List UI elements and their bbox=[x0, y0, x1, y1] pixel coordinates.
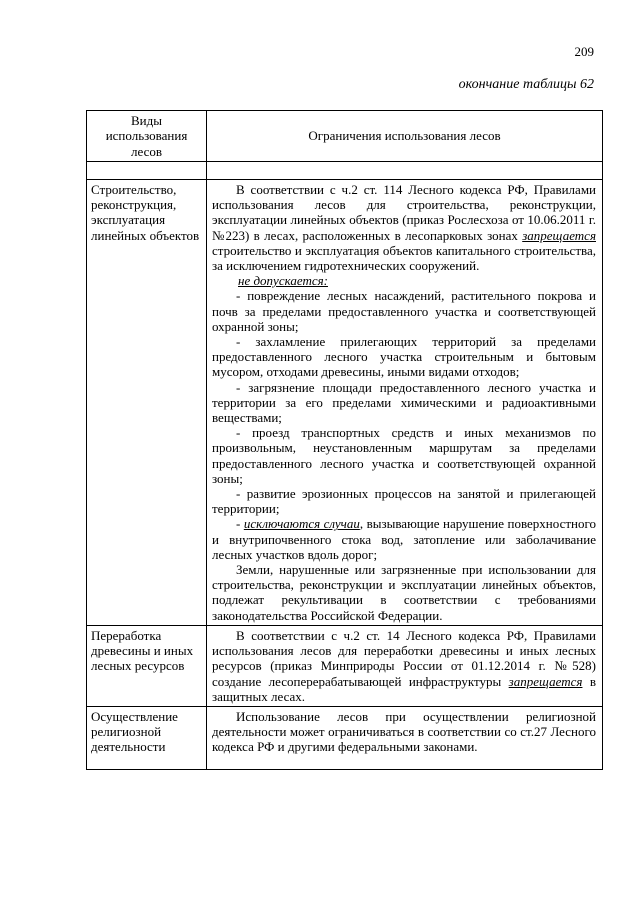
table-row bbox=[87, 706, 603, 769]
restriction-item: - исключаются случаи, вызывающие нарушение поверхностного и внутрипочвенного стока вод, затопление или заболачивание лесных участков вдоль дорог; bbox=[212, 516, 596, 562]
restrictions-cell bbox=[207, 706, 603, 769]
spacer-cell bbox=[207, 162, 603, 180]
restriction-item: - захламление прилегающих территорий за пределами предоставленного лесного участка строительным и бытовым мусором, отходами древесины, иными видами отходов; bbox=[212, 334, 596, 380]
restrictions-cell bbox=[207, 180, 603, 626]
restriction-item: - повреждение лесных насаждений, растительного покрова и почв за пределами предоставленного участка и соответствующей охранной зоны; bbox=[212, 288, 596, 334]
restriction-item: - развитие эрозионных процессов на занятой и прилегающей территории; bbox=[212, 486, 596, 517]
kind-cell: Переработка древесины и иных лесных ресурсов bbox=[87, 625, 207, 706]
header-cell-kind: Виды использования лесов bbox=[87, 111, 207, 162]
table-header-row bbox=[87, 111, 603, 162]
emphasis-prohibited: запрещается bbox=[522, 227, 596, 243]
kind-cell: Осуществление религиозной деятельности bbox=[87, 706, 207, 769]
table-spacer-row bbox=[87, 162, 603, 180]
table-row bbox=[87, 625, 603, 706]
table-row bbox=[87, 180, 603, 626]
restriction-paragraph: Земли, нарушенные или загрязненные при использовании для строительства, реконструкции и эксплуатации линейных объектов, подлежат рекультивации в соответствии с требованиями законодательства Российской Федерации. bbox=[212, 562, 596, 623]
restriction-paragraph: В соответствии с ч.2 ст. 114 Лесного кодекса РФ, Правилами использования лесов для строительства, реконструкции, эксплуатации линейных объектов (приказ Рослесхоза от 10.06.2011 г. №223) в лесах, расположенных в лесопарковых зонах запрещается строительство и эксплуатация объектов капитального строительства, за исключением гидротехнических сооружений. bbox=[212, 182, 596, 274]
not-allowed-heading: не допускается: bbox=[238, 273, 328, 289]
table-continuation-caption: окончание таблицы 62 bbox=[458, 77, 594, 92]
kind-cell: Строительство, реконструкция, эксплуатация линейных объектов bbox=[87, 180, 207, 626]
emphasis-prohibited: запрещается bbox=[508, 673, 583, 689]
restriction-paragraph: В соответствии с ч.2 ст. 14 Лесного кодекса РФ, Правилами использования лесов для переработки древесины и иных лесных ресурсов (приказ Минприроды России от 01.12.2014 г. №528) создание лесоперерабатывающей инфраструктуры запрещается в защитных лесах. bbox=[212, 627, 596, 704]
spacer-cell bbox=[87, 162, 207, 180]
page-number: 209 bbox=[574, 44, 594, 59]
emphasis-excluded: исключаются случаи bbox=[243, 516, 360, 532]
restriction-item: - проезд транспортных средств и иных механизмов по произвольным, неустановленным маршрутам за пределами предоставленного лесного участка и соответствующей охранной зоны; bbox=[212, 425, 596, 486]
header-cell-restrictions: Ограничения использования лесов bbox=[207, 111, 603, 162]
restriction-item: - загрязнение площади предоставленного лесного участка и территории за его пределами химическими и радиоактивными веществами; bbox=[212, 379, 596, 426]
restrictions-cell bbox=[207, 625, 603, 706]
restrictions-table bbox=[86, 110, 603, 770]
restriction-paragraph: Использование лесов при осуществлении религиозной деятельности может ограничиваться в соответствии со ст.27 Лесного кодекса РФ и другими федеральными законами. bbox=[212, 708, 596, 755]
